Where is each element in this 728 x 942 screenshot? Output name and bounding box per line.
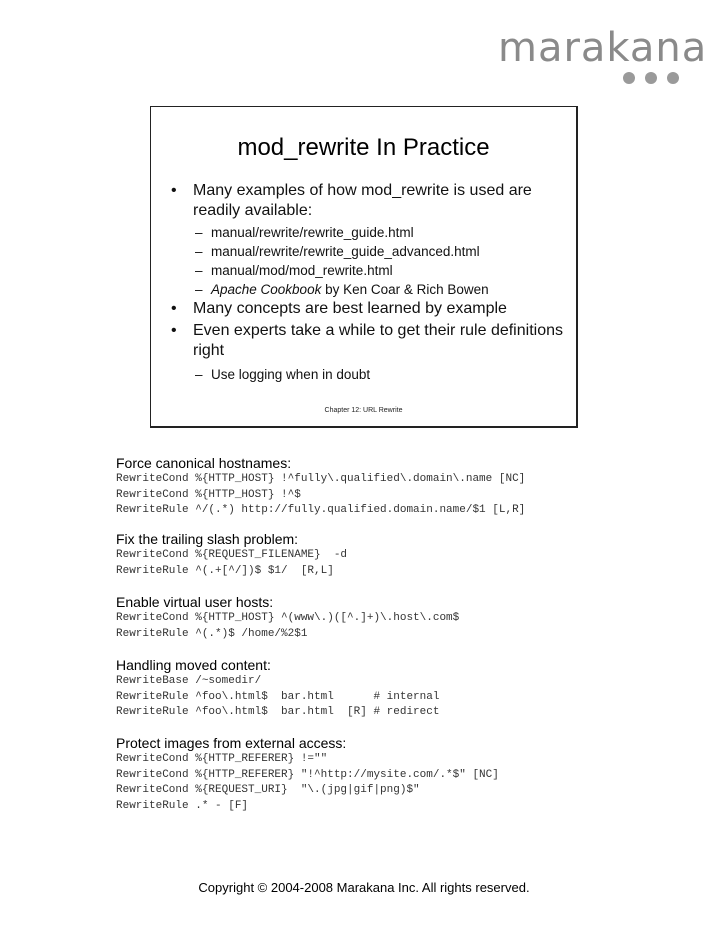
code-line: RewriteRule .* - [F] [116,799,249,812]
sub-bullet-item: – manual/rewrite/rewrite_guide_advanced.html [195,244,480,259]
sub-bullet-item: – Apache Cookbook by Ken Coar & Rich Bowen [195,282,489,297]
section-heading: Handling moved content: [116,657,271,673]
code-line: RewriteCond %{REQUEST_URI} "\.(jpg|gif|png)$" [116,784,420,796]
code-line: RewriteCond %{REQUEST_FILENAME} -d [116,549,348,561]
sub-bullet-item: – manual/mod/mod_rewrite.html [195,263,393,278]
section-moved-content [116,657,716,721]
section-trailing-slash [116,531,716,579]
bullet-text: Many examples of how mod_rewrite is used are readily available: [193,182,532,219]
code-line: RewriteRule ^foo\.html$ bar.html # internal [116,690,440,703]
bullet-text: Even experts take a while to get their rule definitions right [193,322,563,359]
marakana-logo [498,25,708,71]
section-virtual-hosts [116,594,716,642]
section-canonical-hostnames [116,455,716,519]
sub-bullet-item: – manual/rewrite/rewrite_guide.html [195,225,414,240]
code-line: RewriteCond %{HTTP_REFERER} !="" [116,753,328,765]
section-protect-images [116,735,716,814]
sub-bullet-text: manual/rewrite/rewrite_guide_advanced.html [211,244,480,259]
sub-bullet-text: manual/rewrite/rewrite_guide.html [211,225,414,240]
code-line: RewriteRule ^(.*)$ /home/%2$1 [116,627,308,640]
code-line: RewriteCond %{HTTP_HOST} !^fully\.qualified\.domain\.name [NC] [116,473,526,485]
code-line: RewriteRule ^/(.*) http://fully.qualified.domain.name/$1 [L,R] [116,504,526,516]
bullet-item: • Even experts take a while to get their rule definitions right [171,321,566,361]
section-heading: Enable virtual user hosts: [116,594,274,610]
copyright-notice: Copyright © 2004-2008 Marakana Inc. All rights reserved. [198,880,530,895]
slide-frame [150,106,578,428]
logo-dots-icon [623,72,679,84]
bullet-item: • Many concepts are best learned by example [171,300,507,317]
code-line: RewriteCond %{HTTP_HOST} !^$ [116,488,301,501]
bullet-text: Many concepts are best learned by example [193,300,507,317]
slide-footer: Chapter 12: URL Rewrite [324,407,403,414]
section-heading: Protect images from external access: [116,735,347,751]
section-heading: Fix the trailing slash problem: [116,531,299,547]
code-line: RewriteCond %{HTTP_HOST} ^(www\.)([^.]+)\.host\.com$ [116,612,460,624]
slide-bullets [171,181,566,384]
code-line: RewriteRule ^(.+[^/])$ $1/ [R,L] [116,564,334,577]
logo-text: marakana [498,25,708,71]
sub-bullet-item: – Use logging when in doubt [195,367,371,382]
code-line: RewriteRule ^foo\.html$ bar.html [R] # redirect [116,706,440,718]
cookbook-authors: by Ken Coar & Rich Bowen [321,282,489,297]
bullet-item: • Many examples of how mod_rewrite is used are readily available: [171,181,566,221]
slide-title: mod_rewrite In Practice [237,134,490,161]
code-line: RewriteBase /~somedir/ [116,675,262,687]
sub-bullet-text: manual/mod/mod_rewrite.html [211,263,393,278]
section-heading: Force canonical hostnames: [116,455,292,471]
cookbook-reference [211,280,489,299]
sub-bullet-text: Use logging when in doubt [211,367,371,382]
cookbook-title: Apache Cookbook [211,282,322,297]
code-line: RewriteCond %{HTTP_REFERER} "!^http://mysite.com/.*$" [NC] [116,768,499,781]
